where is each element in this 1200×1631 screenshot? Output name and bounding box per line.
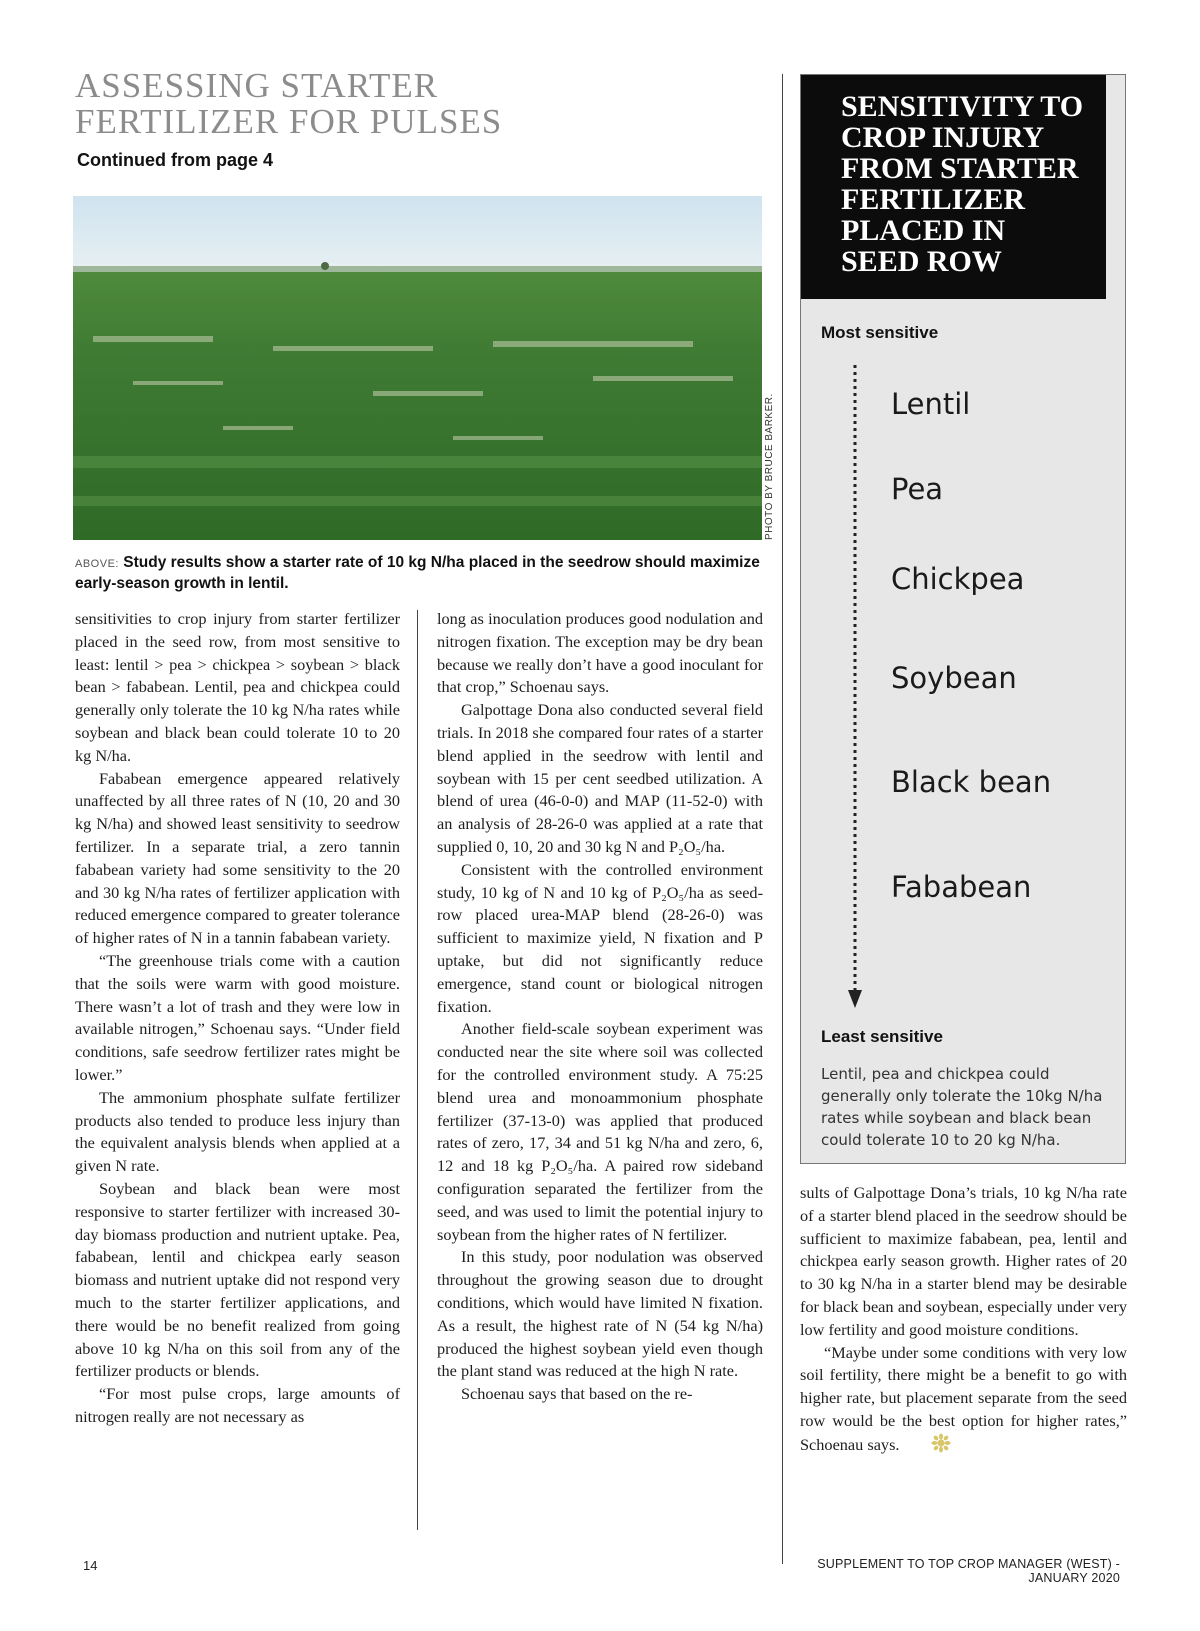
paragraph xyxy=(800,1342,1127,1460)
photo-credit-text: PHOTO BY BRUCE BARKER. xyxy=(764,393,775,540)
paragraph: The ammonium phosphate sulfate fertilizer products also tended to produce less injury than the equivalent analysis blends when applied at a given N rate. xyxy=(75,1087,400,1176)
body-column-1 xyxy=(75,608,400,1429)
article-title-line-2: FERTILIZER FOR PULSES xyxy=(75,102,503,141)
paragraph: long as inoculation produces good nodulation and nitrogen fixation. The exception may be dry bean because we really don’t have a good inoculant for that crop,” Schoenau says. xyxy=(437,609,763,697)
sensitivity-sidebar xyxy=(800,74,1126,1164)
sidebar-title-line: SENSITIVITY TO xyxy=(841,90,1084,123)
crop-chickpea: Chickpea xyxy=(891,562,1025,596)
most-sensitive-label: Most sensitive xyxy=(821,323,939,342)
body-column-3 xyxy=(800,1182,1127,1460)
photo-credit xyxy=(764,393,784,680)
sidebar-note: Lentil, pea and chickpea could generally only tolerate the 10kg N/ha rates while soybean and black bean could tolerate 10 to 20 kg N/ha. xyxy=(821,1065,1103,1149)
paragraph: “For most pulse crops, large amounts of nitrogen really are not necessary as xyxy=(75,1384,400,1426)
paragraph: Another field-scale soybean experiment was conducted near the site where soil was collected for the controlled environment study. A 75:25 blend urea and monoammonium phosphate fertilizer (37-13-0) was applied that produced rates of zero, 17, 34 and 51 kg N/ha and zero, 6, 12 and 18 kg P₂O₅/ha. A paired row sideband configuration separated the fertilizer from the seed, and was used to limit the potential injury to soybean from the higher rates of N fertilizer. xyxy=(437,1019,763,1244)
sidebar-title xyxy=(801,75,1106,299)
column-divider xyxy=(417,610,418,1530)
sidebar-title-line: FERTILIZER xyxy=(841,183,1025,216)
caption-label: ABOVE: xyxy=(75,558,119,570)
sidebar-divider xyxy=(782,74,783,1564)
paragraph-text: “Maybe under some conditions with very low soil fertility, there might be a benefit to go with higher rate, but placement separate from the seed row would be the best option for higher rates,” Schoenau says. xyxy=(800,1342,1127,1454)
publication-footer: SUPPLEMENT TO TOP CROP MANAGER (WEST) - JANUARY 2020 xyxy=(817,1557,1120,1585)
paragraph: In this study, poor nodulation was observed throughout the growing season due to drought conditions, which would have limited N fixation. As a result, the highest rate of N (54 kg N/ha) produced the highest soybean yield even though the plant stand was reduced at the high N rate. xyxy=(437,1247,763,1381)
paragraph: sults of Galpottage Dona’s trials, 10 kg N/ha rate of a starter blend placed in the seedrow should be sufficient to maximize fababean, pea, lentil and chickpea early season growth. Higher rates of 20 to 30 kg N/ha in a starter blend may be desirable for black bean and soybean, especially under very low fertility and good moisture conditions. xyxy=(800,1183,1127,1339)
crop-lentil: Lentil xyxy=(891,387,971,421)
paragraph: Galpottage Dona also conducted several field trials. In 2018 she compared four rates of a starter blend applied in the seedrow with lentil and soybean with 15 per cent seedbed utilization. A blend of urea (46-0-0) and MAP (11-52-0) with an analysis of 28-26-0 was applied at a rate that supplied 0, 10, 20 and 30 kg N and P₂O₅/ha. xyxy=(437,700,763,856)
continued-from-label: Continued from page 4 xyxy=(77,150,274,170)
paragraph: “The greenhouse trials come with a caution that the soils were warm with good moisture. There wasn’t a lot of trash and they were low in available nitrogen,” Schoenau says. “Under field conditions, safe seedrow fertilizer rates might be lower.” xyxy=(75,950,400,1084)
caption-text: Study results show a starter rate of 10 kg N/ha placed in the seedrow should maximize early-season growth in lentil. xyxy=(75,554,760,592)
end-leaf-icon xyxy=(907,1433,951,1460)
paragraph: Soybean and black bean were most responsive to starter fertilizer with increased 30-day biomass production and nutrient uptake. Pea, fababean, lentil and chickpea early season biomass and nutrient uptake did not respond very much to the starter fertilizer applications, and there would be no benefit realized from going above 10 kg N/ha on this soil from any of the fertilizer products or blends. xyxy=(75,1178,400,1381)
paragraph: Consistent with the controlled environment study, 10 kg of N and 10 kg of P₂O₅/ha as seed-row placed urea-MAP blend (28-26-0) was sufficient to maximize yield, N fixation and P uptake, but did not significantly reduce emergence, stand count or biological nitrogen fixation. xyxy=(437,859,763,1016)
photo-caption xyxy=(75,553,765,593)
article-title-line-1: ASSESSING STARTER xyxy=(75,66,439,105)
crop-pea: Pea xyxy=(891,472,944,506)
paragraph: Schoenau says that based on the re- xyxy=(461,1384,693,1404)
page-number: 14 xyxy=(83,1558,98,1573)
field-photo xyxy=(73,196,762,540)
crop-fababean: Fababean xyxy=(891,870,1032,904)
paragraph: Fababean emergence appeared relatively unaffected by all three rates of N (10, 20 and 30 kg N/ha) and showed least sensitivity to seedrow fertilizer. In a separate trial, a zero tannin fababean variety had some sensitivity to the 20 and 30 kg N/ha rates of fertilizer application with reduced emergence compared to greater tolerance of higher rates of N in a tannin fababean variety. xyxy=(75,768,400,948)
sidebar-title-line: PLACED IN xyxy=(841,214,1006,247)
sidebar-title-line: CROP INJURY xyxy=(841,121,1045,154)
article-title xyxy=(75,68,755,140)
crop-soybean: Soybean xyxy=(891,661,1017,695)
crop-black-bean: Black bean xyxy=(891,765,1052,799)
paragraph: sensitivities to crop injury from starter fertilizer placed in the seed row, from most sensitive to least: lentil > pea > chickpea > soybean > black bean > fababean. Lentil, pea and chickpea could generally only tolerate the 10 kg N/ha rates while soybean and black bean could tolerate 10 to 20 kg N/ha. xyxy=(75,609,400,765)
sensitivity-arrow-icon xyxy=(845,365,865,1015)
least-sensitive-label: Least sensitive xyxy=(821,1027,943,1046)
sidebar-title-line: FROM STARTER xyxy=(841,152,1079,185)
body-column-2 xyxy=(437,608,763,1406)
sidebar-title-line: SEED ROW xyxy=(841,245,1002,278)
